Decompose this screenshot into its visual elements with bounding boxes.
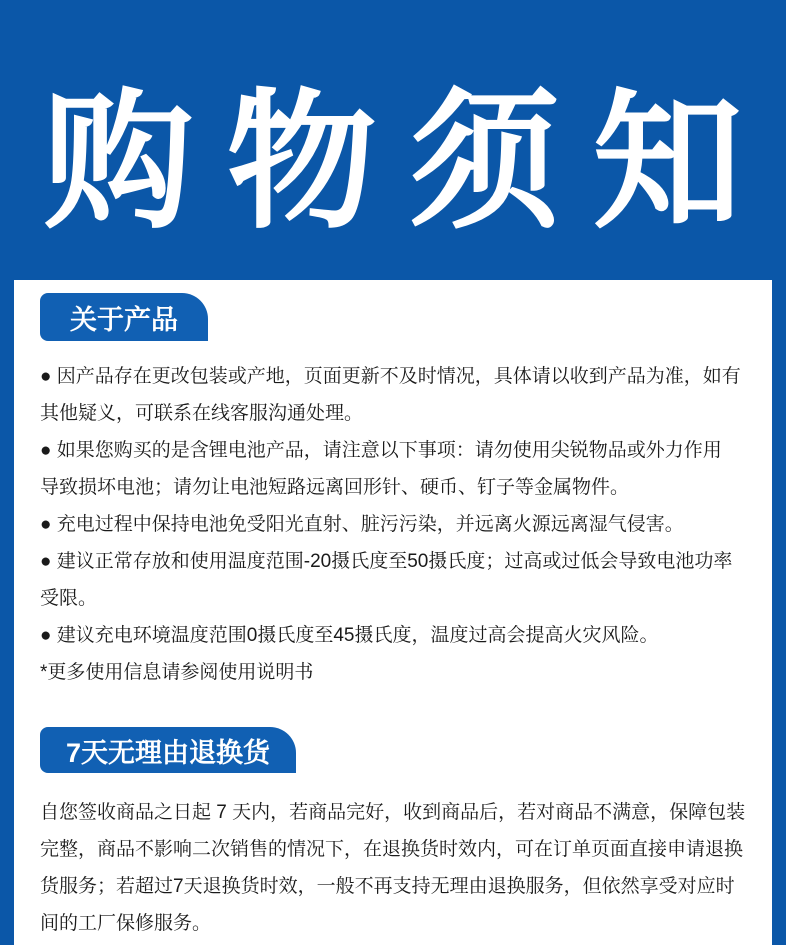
return-policy-badge-label: 7天无理由退换货 <box>65 737 271 768</box>
notice-line: ● 建议充电环境温度范围0摄氏度至45摄氏度，温度过高会提高火灾风险。 <box>40 625 659 646</box>
about-product-text <box>40 358 762 691</box>
notice-line: ● 如果您购买的是含锂电池产品，请注意以下事项：请勿使用尖锐物品或外力作用 <box>40 440 722 461</box>
notice-line: 受限。 <box>40 588 98 609</box>
notice-line: 完整，商品不影响二次销售的情况下，在退换货时效内，可在订单页面直接申请退换 <box>40 839 744 860</box>
notice-line: 货服务；若超过7天退换货时效，一般不再支持无理由退换服务，但依然享受对应时 <box>40 876 735 897</box>
return-policy-badge <box>40 727 296 773</box>
about-product-badge-label: 关于产品 <box>70 304 178 335</box>
content-panel <box>14 280 772 945</box>
notice-line: ● 建议正常存放和使用温度范围-20摄氏度至50摄氏度；过高或过低会导致电池功率 <box>40 551 733 572</box>
notice-line: 导致损坏电池；请勿让电池短路远离回形针、硬币、钉子等金属物件。 <box>40 477 630 498</box>
about-product-badge <box>40 293 208 341</box>
manual-note-line: *更多使用信息请参阅使用说明书 <box>40 662 314 683</box>
page-title: 购物须知 <box>43 78 776 246</box>
notice-line: ● 充电过程中保持电池免受阳光直射、脏污污染，并远离火源远离湿气侵害。 <box>40 514 684 535</box>
return-policy-text <box>40 794 762 942</box>
notice-line: 间的工厂保修服务。 <box>40 913 212 934</box>
notice-line: ● 因产品存在更改包装或产地，页面更新不及时情况，具体请以收到产品为准，如有 <box>40 366 741 387</box>
notice-line: 自您签收商品之日起 7 天内，若商品完好，收到商品后，若对商品不满意，保障包装 <box>40 802 746 823</box>
notice-line: 其他疑义，可联系在线客服沟通处理。 <box>40 403 364 424</box>
page-header <box>0 0 786 280</box>
